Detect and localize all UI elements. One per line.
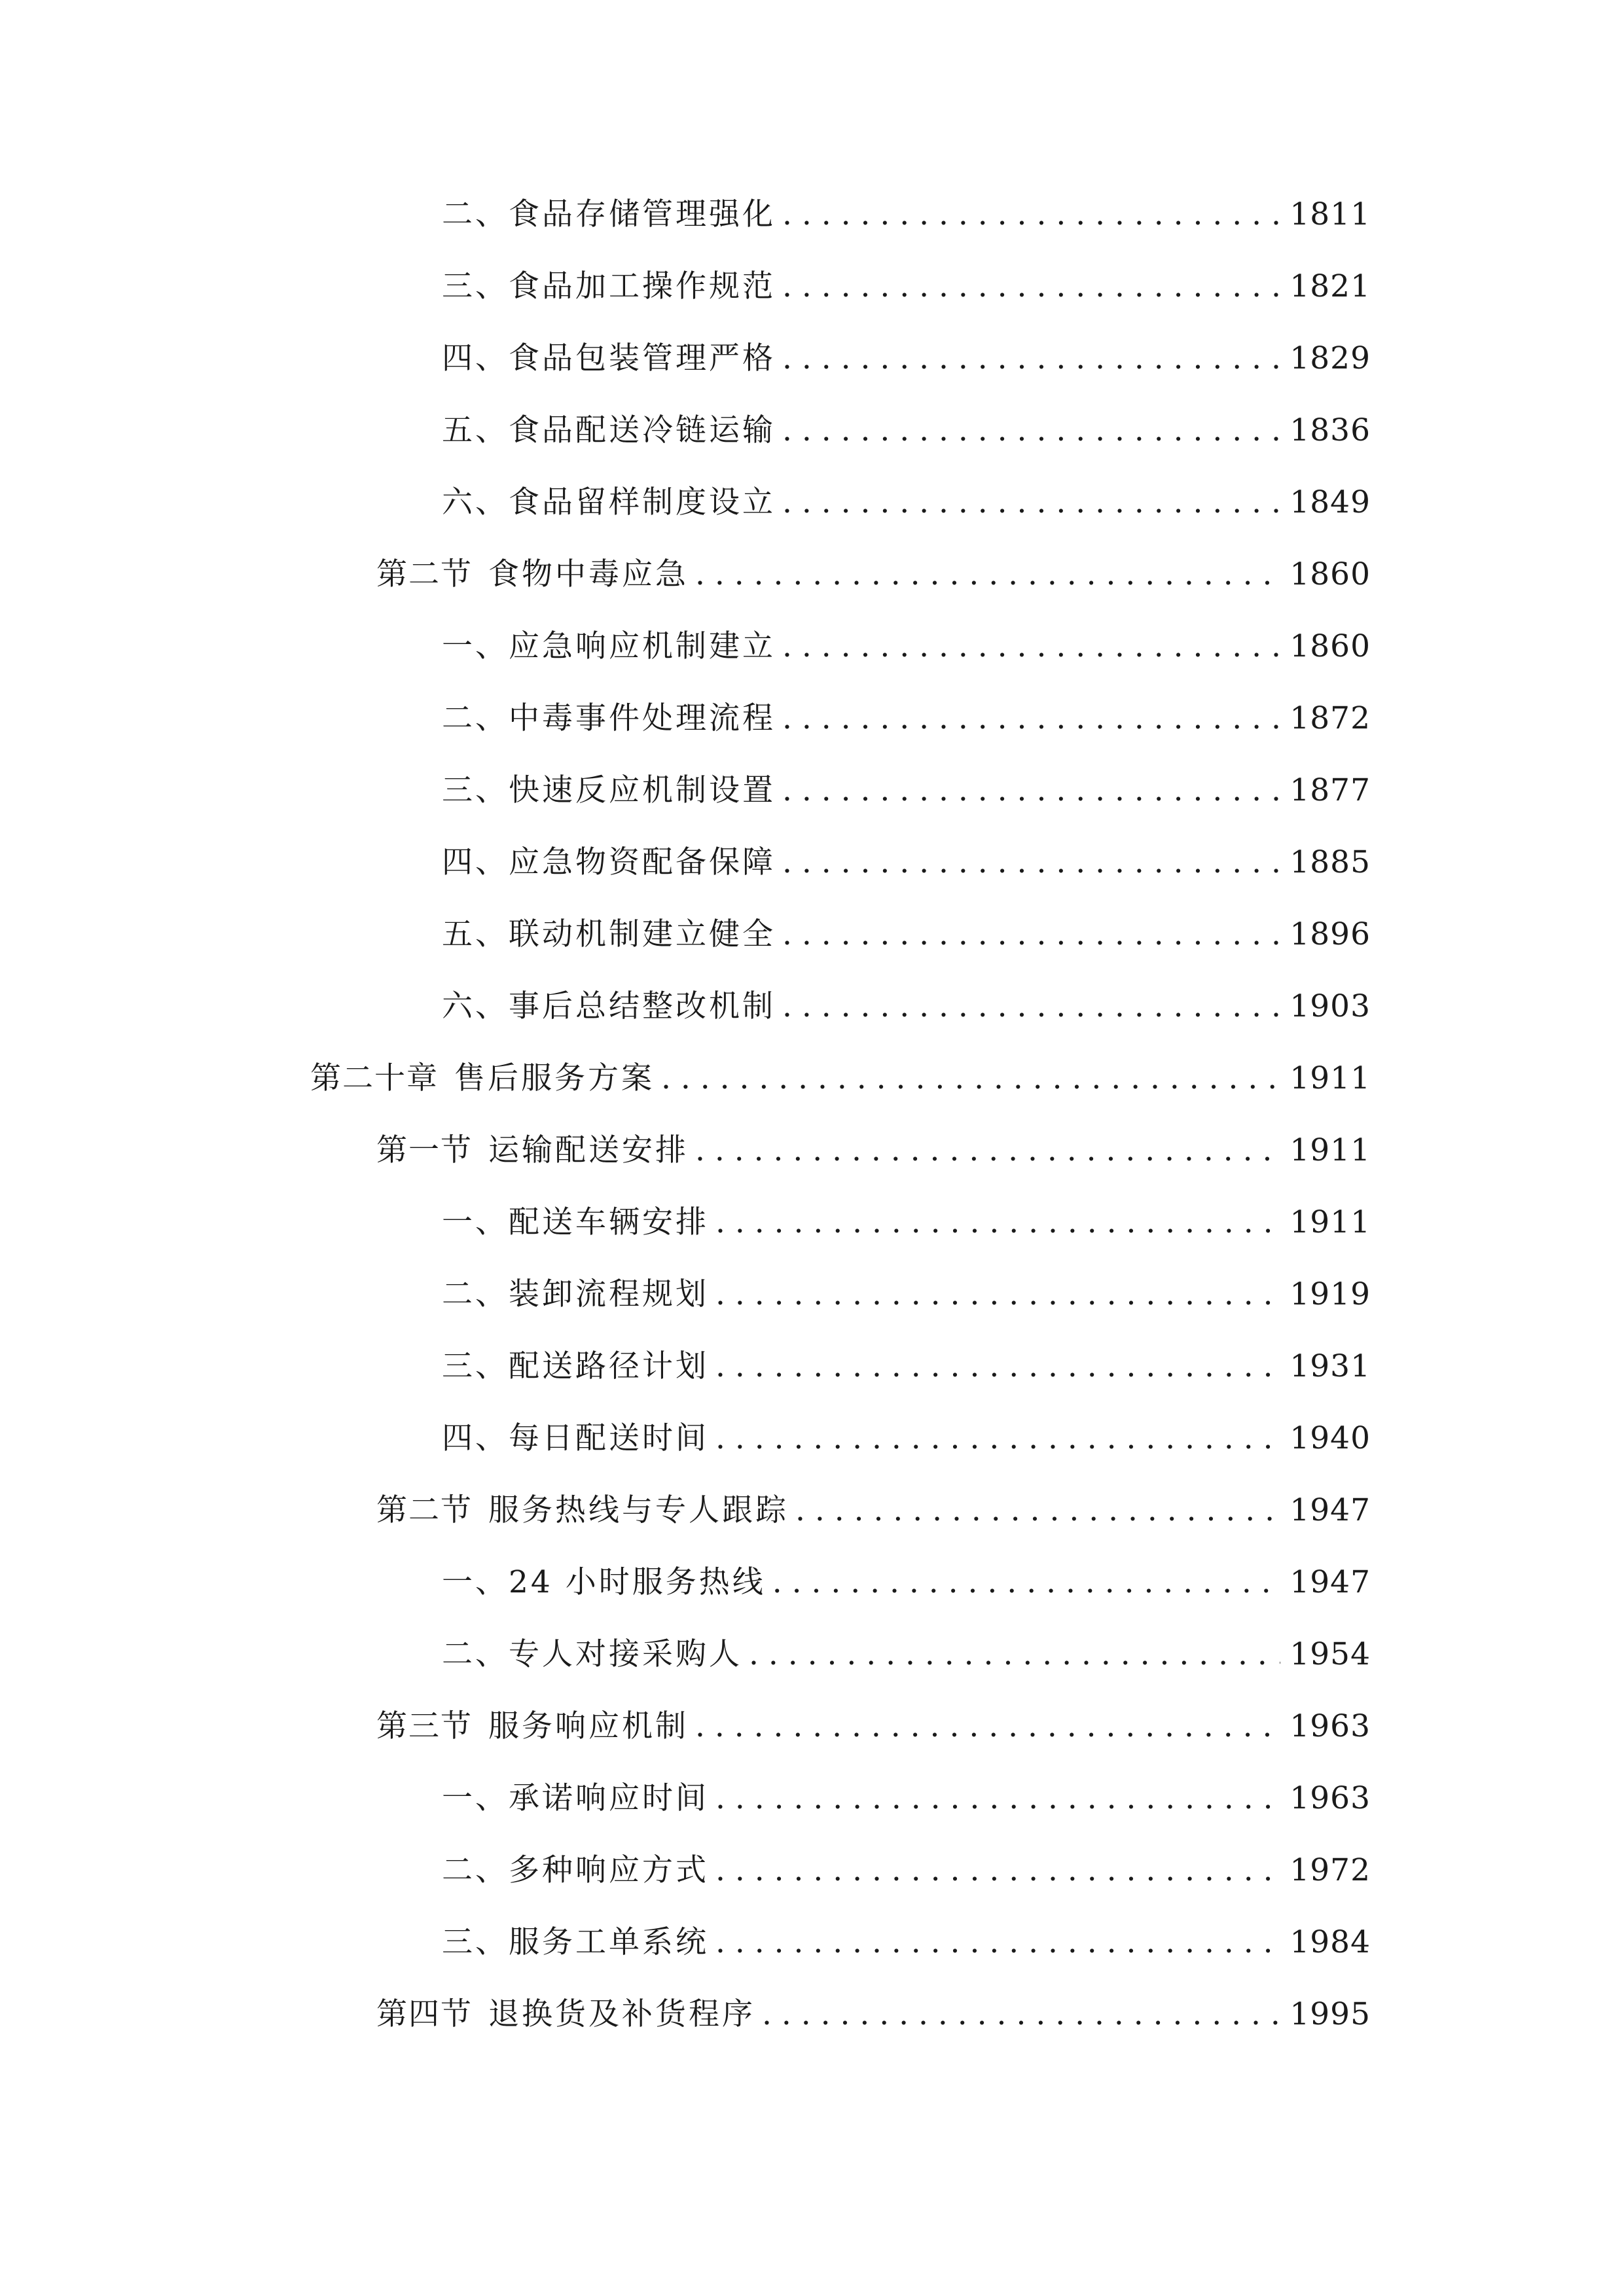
toc-entry-page: 1972 [1290,1852,1371,1888]
toc-entry-page: 1963 [1290,1780,1371,1816]
toc-entry-title: 服务热线与专人跟踪 [488,1492,789,1528]
toc-entry-title: 快速反应机制设置 [509,772,776,808]
toc-entry[interactable] [442,404,1371,457]
toc-entry-number: 二、 [442,1636,509,1672]
dot-leader [715,1340,1280,1393]
toc-entry[interactable] [442,260,1371,313]
toc-entry-title: 专人对接采购人 [509,1636,742,1672]
toc-entry[interactable] [442,188,1371,241]
dot-leader [661,1052,1280,1105]
toc-entry-number: 四、 [442,1420,509,1456]
toc-entry-number: 三、 [442,772,509,808]
toc-entry-number: 第二十章 [310,1060,439,1096]
toc-entry-title: 多种响应方式 [509,1852,709,1888]
toc-entry-title: 配送路径计划 [509,1348,709,1384]
toc-entry-title: 服务响应机制 [488,1708,689,1744]
toc-entry-number: 二、 [442,1276,509,1312]
toc-entry-number: 一、 [442,628,509,664]
toc-entry-title: 配送车辆安排 [509,1204,709,1240]
toc-entry[interactable] [442,1916,1371,1969]
toc-entry-title: 食品包装管理严格 [509,340,776,376]
dot-leader [715,1196,1280,1249]
toc-entry-page: 1984 [1290,1924,1371,1960]
dot-leader [782,980,1280,1033]
toc-entry-section[interactable] [376,1124,1371,1177]
toc-entry-page: 1849 [1290,484,1371,520]
toc-entry-page: 1947 [1290,1492,1371,1528]
toc-entry[interactable] [442,836,1371,889]
toc-entry[interactable] [442,764,1371,817]
dot-leader [715,1772,1280,1825]
dot-leader [782,692,1280,745]
dot-leader [782,332,1280,385]
toc-entry-title: 每日配送时间 [509,1420,709,1456]
toc-entry-title: 承诺响应时间 [509,1780,709,1816]
toc-entry-title: 装卸流程规划 [509,1276,709,1312]
toc-entry-section[interactable] [376,548,1371,601]
toc-entry-title: 售后服务方案 [454,1060,655,1096]
toc-entry-title: 运输配送安排 [488,1132,689,1168]
dot-leader [782,188,1280,241]
dot-leader [715,1844,1280,1897]
dot-leader [782,404,1280,457]
toc-entry-page: 1995 [1290,1996,1371,2032]
toc-entry-number: 第四节 [376,1996,473,2032]
toc-entry-number: 一、 [442,1780,509,1816]
toc-entry-page: 1885 [1290,844,1371,880]
toc-entry-page: 1836 [1290,412,1371,448]
toc-entry-page: 1896 [1290,916,1371,952]
dot-leader [782,836,1280,889]
dot-leader [782,260,1280,313]
toc-entry[interactable] [442,1628,1371,1681]
toc-entry[interactable] [442,1340,1371,1393]
dot-leader [715,1916,1280,1969]
dot-leader [772,1556,1281,1609]
toc-entry-number: 六、 [442,988,509,1024]
toc-entry-number: 五、 [442,916,509,952]
toc-entry-page: 1911 [1290,1060,1371,1096]
dot-leader [782,620,1280,673]
toc-entry[interactable] [442,908,1371,961]
toc-entry-page: 1903 [1290,988,1371,1024]
toc-entry-number: 四、 [442,844,509,880]
toc-entry-number: 二、 [442,1852,509,1888]
toc-entry-page: 1940 [1290,1420,1371,1456]
toc-entry-title: 服务工单系统 [509,1924,709,1960]
toc-entry[interactable] [442,980,1371,1033]
dot-leader [715,1268,1280,1321]
toc-entry-title: 退换货及补货程序 [488,1996,755,2032]
toc-entry-number: 一、 [442,1204,509,1240]
toc-entry[interactable] [442,476,1371,529]
toc-entry-number: 第一节 [376,1132,473,1168]
toc-entry[interactable] [442,1844,1371,1897]
toc-entry-number: 六、 [442,484,509,520]
toc-entry-page: 1860 [1290,556,1371,592]
toc-entry-number: 三、 [442,268,509,304]
toc-entry-title: 食品存储管理强化 [509,196,776,232]
toc-entry-number: 二、 [442,196,509,232]
dot-leader [795,1484,1280,1537]
toc-entry-page: 1872 [1290,700,1371,736]
toc-entry-section[interactable] [376,1988,1371,2041]
dot-leader [782,764,1280,817]
toc-entry-page: 1860 [1290,628,1371,664]
toc-entry-title: 食品配送冷链运输 [509,412,776,448]
toc-entry-page: 1811 [1290,196,1371,232]
toc-entry[interactable] [442,1772,1371,1825]
toc-entry-page: 1931 [1290,1348,1371,1384]
toc-entry-page: 1911 [1290,1132,1371,1168]
toc-entry-page: 1954 [1290,1636,1371,1672]
toc-entry-page: 1821 [1290,268,1371,304]
toc-entry-page: 1877 [1290,772,1371,808]
toc-entry[interactable] [442,692,1371,745]
toc-entry-chapter[interactable] [310,1052,1371,1105]
toc-entry-section[interactable] [376,1700,1371,1753]
dot-leader [695,1700,1280,1753]
toc-entry-title: 事后总结整改机制 [509,988,776,1024]
dot-leader [749,1628,1280,1681]
toc-entry-page: 1963 [1290,1708,1371,1744]
toc-entry-page: 1829 [1290,340,1371,376]
toc-entry-title: 24 小时服务热线 [509,1564,766,1600]
dot-leader [715,1412,1280,1465]
toc-entry-number: 五、 [442,412,509,448]
toc-entry-title: 应急物资配备保障 [509,844,776,880]
dot-leader [695,548,1280,601]
toc-entry-page: 1911 [1290,1204,1371,1240]
toc-entry-page: 1947 [1290,1564,1371,1600]
toc-entry-title: 食品加工操作规范 [509,268,776,304]
toc-entry[interactable] [442,332,1371,385]
toc-entry[interactable] [442,620,1371,673]
dot-leader [695,1124,1280,1177]
toc-entry-title: 食物中毒应急 [488,556,689,592]
dot-leader [782,476,1280,529]
toc-entry-number: 第二节 [376,556,473,592]
toc-entry[interactable] [442,1412,1371,1465]
dot-leader [762,1988,1280,2041]
toc-entry-title: 应急响应机制建立 [509,628,776,664]
toc-entry-number: 第二节 [376,1492,473,1528]
dot-leader [782,908,1280,961]
toc-entry-number: 第三节 [376,1708,473,1744]
toc-entry-number: 一、 [442,1564,509,1600]
toc-entry[interactable] [442,1556,1371,1609]
toc-entry-number: 四、 [442,340,509,376]
toc-entry[interactable] [442,1196,1371,1249]
toc-entry-title: 联动机制建立健全 [509,916,776,952]
toc-entry-number: 三、 [442,1348,509,1384]
toc-entry-title: 食品留样制度设立 [509,484,776,520]
toc-entry-page: 1919 [1290,1276,1371,1312]
toc-entry-number: 三、 [442,1924,509,1960]
toc-entry-section[interactable] [376,1484,1371,1537]
toc-entry-number: 二、 [442,700,509,736]
toc-entry-title: 中毒事件处理流程 [509,700,776,736]
toc-entry[interactable] [442,1268,1371,1321]
